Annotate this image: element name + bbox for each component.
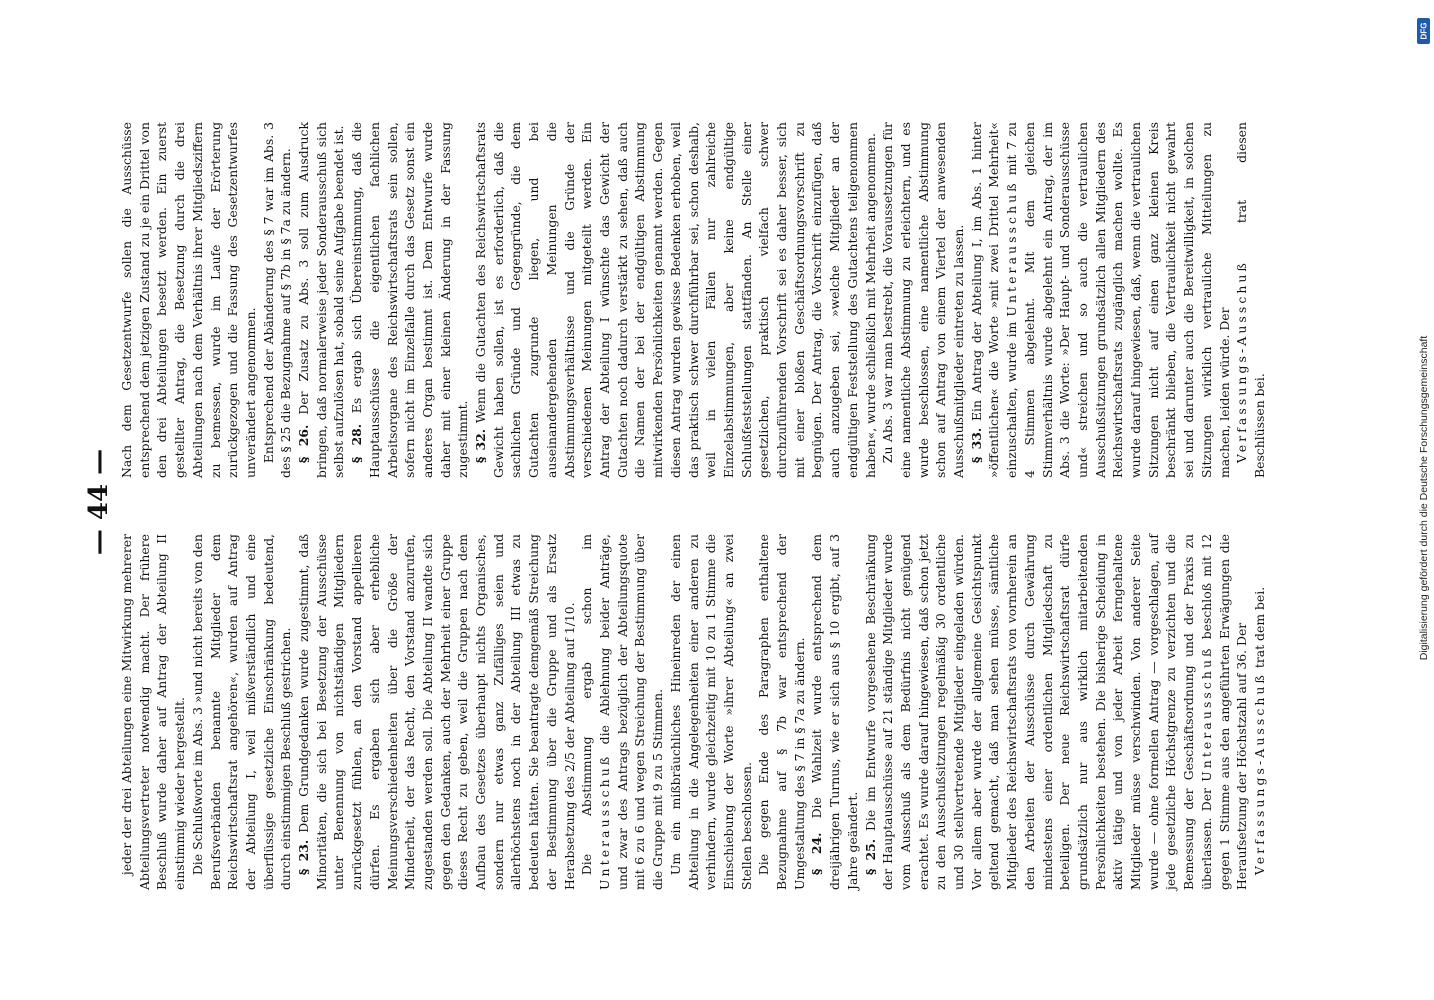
paragraph (879, 122, 968, 478)
paragraph (348, 122, 472, 478)
dfg-logo (1417, 18, 1430, 44)
paragraph (968, 122, 1234, 478)
section-number: § 28. (349, 423, 365, 464)
paragraph-text: Die Schlußworte im Abs. 3 »und nicht bereits von den Berufsverbänden benannte Mitglieder dem Reichswirtschaftsrat angehören«, wurden auf Antrag der Abteilung I, weil mißverständlich und eine überflüssige gesetzliche Einschränkung bedeutend, durch einstimmigen Beschluß gestrichen. (189, 534, 294, 890)
text-column-right (118, 122, 1267, 478)
paragraph (295, 534, 578, 890)
spaced-term: Verfassungs-Ausschuß (1252, 672, 1267, 876)
paragraph (1233, 122, 1268, 478)
section-number: § 25. (862, 838, 878, 876)
paragraph (295, 122, 348, 478)
paragraph-text: Es ergab sich Übereinstimmung, daß die Hauptausschüsse die eigentlichen fachlichen Arbeitsorgane des Reichswirtschaftsrats sein sollen, sofern nicht im Einzelfalle durch das Gesetz sonst ein anderes Organ bestimmt ist. Dem Entwurfe wurde daher mit einer kleinen Änderung in der Fassung zugestimmt. (349, 122, 471, 478)
paragraph-text: Die Wahlzeit wurde entsprechend dem dreijährigen Turnus, wie er sich aus § 10 ergibt, auf 3 Jahre geändert. (809, 534, 860, 890)
section-number: § 32. (473, 428, 489, 464)
paragraph (862, 534, 1251, 890)
paragraph (808, 534, 861, 890)
spaced-term: Verfassungs-Ausschuß (1234, 260, 1250, 464)
page-number: — 44 — (84, 448, 114, 556)
dfg-logo-text: DFG (1419, 22, 1428, 40)
section-number: § 24. (809, 832, 825, 876)
funding-note-text: Digitalisierung gefördert durch die Deutsche Forschungsgemeinschaft (1418, 335, 1430, 661)
paragraph-text-continued: trat dem bei. (1252, 586, 1267, 669)
paragraph-text-continued: die Ablehnung beider Anträge, und zwar des Antrags bezüglich der Abteilungsquote mit 6 zu 6 und wegen Streichung der Bestimmung über die Gruppe mit 9 zu 5 Stimmen. (596, 534, 666, 890)
paragraph (118, 122, 260, 478)
section-number: § 23. (296, 839, 312, 876)
paragraph-text: Ein Antrag der Abteilung I, im Abs. 1 hinter »öffentlichen« die Worte »mit zwei Drittel Mehrheit« einzuschalten, wurde im (968, 122, 1020, 478)
paragraph (472, 122, 879, 478)
paragraph-text-continued: beschloß mit 12 gegen 1 Stimme aus den angeführten Erwägungen die Heraufsetzung der Höchstzahl auf 36. Der (1198, 534, 1250, 890)
spaced-term: Unterausschuß (596, 753, 612, 890)
paragraph-text: Die im Entwurfe vorgesehene Beschränkung der Hauptausschüsse auf 21 ständige Mitglieder wurde vom Ausschuß als dem Bedürfnis nicht genügend erachtet. Es wurde darauf hingewiesen, daß schon jetzt zu den Ausschußsitzungen regelmäßig 30 ordentliche und 30 stellvertretende Mitglieder eingeladen würden. Vor allem aber wurde der allgemeine Gesichtspunkt geltend gemacht, daß man sehen müsse, sämtliche Mitglieder des Reichswirtschaftsrats von vornherein an den Arbeiten der Ausschüsse durch Gewährung mindestens einer ordentlichen Mitgliedschaft zu beteiligen. Der neue Reichswirtschaftsrat dürfe grundsätzlich nur aus wirklich mitarbeitenden Persönlichkeiten bestehen. Die bisherige Scheidung in aktiv tätige und von jeder Arbeit ferngehaltene Mitglieder müsse verschwinden. Von anderer Seite wurde — ohne formellen Antrag — vorgeschlagen, auf jede gesetzliche Höchstgrenze zu verzichten und die Bemessung der Geschäftsordnung und der Praxis zu überlassen. Der (862, 534, 1214, 890)
paragraph-text-continued: mit 7 zu 4 Stimmen abgelehnt. Mit dem gleichen Stimmverhältnis wurde abgelehnt ein Antrag, der im Abs. 3 die Worte: »Der Haupt- und Sonderausschüsse und« streichen und so auch die vertraulichen Ausschußsitzungen grundsätzlich allen Mitgliedern des Reichswirtschaftsrats zugänglich machen wollte. Es wurde darauf hingewiesen, daß, wenn die vertraulichen Sitzungen nicht auf einen ganz kleinen Kreis beschränkt blieben, die Vertraulichkeit nicht gewahrt sei und darunter auch die Bereitwilligkeit, in solchen Sitzungen wirklich vertrauliche Mitteilungen zu machen, leiden würde. Der (1004, 122, 1232, 478)
paragraph (260, 122, 295, 478)
paragraph (667, 534, 756, 890)
text-column-left (118, 534, 1267, 890)
spaced-term: Unterausschuß (1198, 645, 1214, 782)
paragraph-text: Entsprechend der Abänderung des § 7 war im Abs. 3 des § 25 die Bezugnahme auf § 7b in § 7a zu ändern. (260, 122, 294, 478)
paragraph-text-continued: trat diesen Beschlüssen bei. (1234, 122, 1267, 478)
digitization-note (1416, 8, 1432, 988)
paragraph (755, 534, 808, 890)
paragraph (1251, 534, 1269, 890)
paragraph-text: Die gegen Ende des Paragraphen enthaltene Bezugnahme auf § 7b war entsprechend der Umgestaltung des § 7 in § 7a zu ändern. (756, 534, 807, 890)
paragraph-text: jeder der drei Abteilungen eine Mitwirkung mehrerer Abteilungsvertreter notwendig macht. Der frühere Beschluß wurde daher auf Antrag der Abteilung II einstimmig wieder hergestellt. (119, 534, 188, 890)
paragraph (578, 534, 667, 890)
paragraph-text: Wenn die Gutachten des Reichswirtschaftsrats Gewicht haben sollen, ist es erforderlich, daß die sachlichen Gründe und Gegengründe, die dem Gutachten zugrunde liegen, und bei auseinandergehenden Meinungen die Abstimmungsverhältnisse und die Gründe der verschiedenen Meinungen mitgeteilt werden. Ein Antrag der Abteilung I wünschte das Gewicht der Gutachten noch dadurch verstärkt zu sehen, daß auch die Namen der bei der endgültigen Abstimmung mitwirkenden Persönlichkeiten genannt werden. Gegen diesen Antrag wurden gewisse Bedenken erhoben, weil das praktisch schwer durchführbar sei, schon deshalb, weil in vielen Fällen nur zahlreiche Einzelabstimmungen, aber keine endgültige Schlußfeststellungen stattfänden. An Stelle einer gesetzlichen, praktisch vielfach schwer durchzuführenden Vorschrift sei es daher besser, sich mit einer bloßen Geschäftsordnungsvorschrift zu begnügen. Der Antrag, die Vorschrift einzufügen, daß auch anzugeben sei, »welche Mitglieder an der endgültigen Feststellung des Gutachtens teilgenommen haben«, wurde schließlich mit Mehrheit angenommen. (473, 122, 878, 478)
paragraph-text: Dem Grundgedanken wurde zugestimmt, daß Minoritäten, die sich bei Besetzung der Ausschüsse unter Benennung von nichtständigen Mitgliedern zurückgesetzt fühlen, an den Vorstand appellieren dürfen. Es ergaben sich aber erhebliche Meinungsverschiedenheiten über die Größe der Minderheit, der das Recht, den Vorstand anzurufen, zugestanden werden soll. Die Abteilung II wandte sich gegen den Gedanken, auch der Mehrheit einer Gruppe dieses Recht zu geben, weil die Gruppen nach dem Aufbau des Gesetzes überhaupt nichts Organisches, sondern nur etwas ganz Zufälliges seien und allerhöchstens noch in der Abteilung III etwas zu bedeuten hätten. Sie beantragte demgemäß Streichung der Bestimmung über die Gruppe und als Ersatz Herabsetzung des 2/5 der Abteilung auf 1/10. (296, 534, 577, 890)
section-number: § 33. (968, 427, 984, 464)
paragraph-text: Nach dem Gesetzentwurfe sollen die Ausschüsse entsprechend dem jetzigen Zustand zu je ein Drittel von den drei Abteilungen besetzt werden. Ein zuerst gestellter Antrag, die Besetzung durch die drei Abteilungen nach dem Verhältnis ihrer Mitgliedsziffern zu bemessen, wurde im Laufe der Erörterung zurückgezogen und die Fassung des Gesetzentwurfes unverändert angenommen. (119, 122, 258, 478)
paragraph (189, 534, 295, 890)
section-number: § 26. (296, 424, 312, 464)
paragraph-text: Die Abstimmung ergab schon im (579, 534, 595, 876)
spaced-term: Unterausschuß (1004, 180, 1020, 317)
paragraph-text: Zu Abs. 3 war man bestrebt, die Voraussetzungen für eine namentliche Abstimmung zu erleichtern, und es wurde beschlossen, eine namentliche Abstimmung schon auf Antrag von einem Viertel der anwesenden Ausschußmitglieder eintreten zu lassen. (880, 122, 967, 478)
paragraph (118, 534, 189, 890)
paragraph-text: Der Zusatz zu Abs. 3 soll zum Ausdruck bringen, daß normalerweise jeder Sonderausschuß sich selbst aufzulösen hat, sobald seine Aufgabe beendet ist. (296, 122, 347, 478)
paragraph-text: Um ein mißbräuchliches Hineinreden der einen Abteilung in die Angelegenheiten einer anderen zu verhindern, wurde gleichzeitig mit 10 zu 1 Stimme die Einschiebung der Worte »ihrer Abteilung« an zwei Stellen beschlossen. (667, 534, 754, 890)
